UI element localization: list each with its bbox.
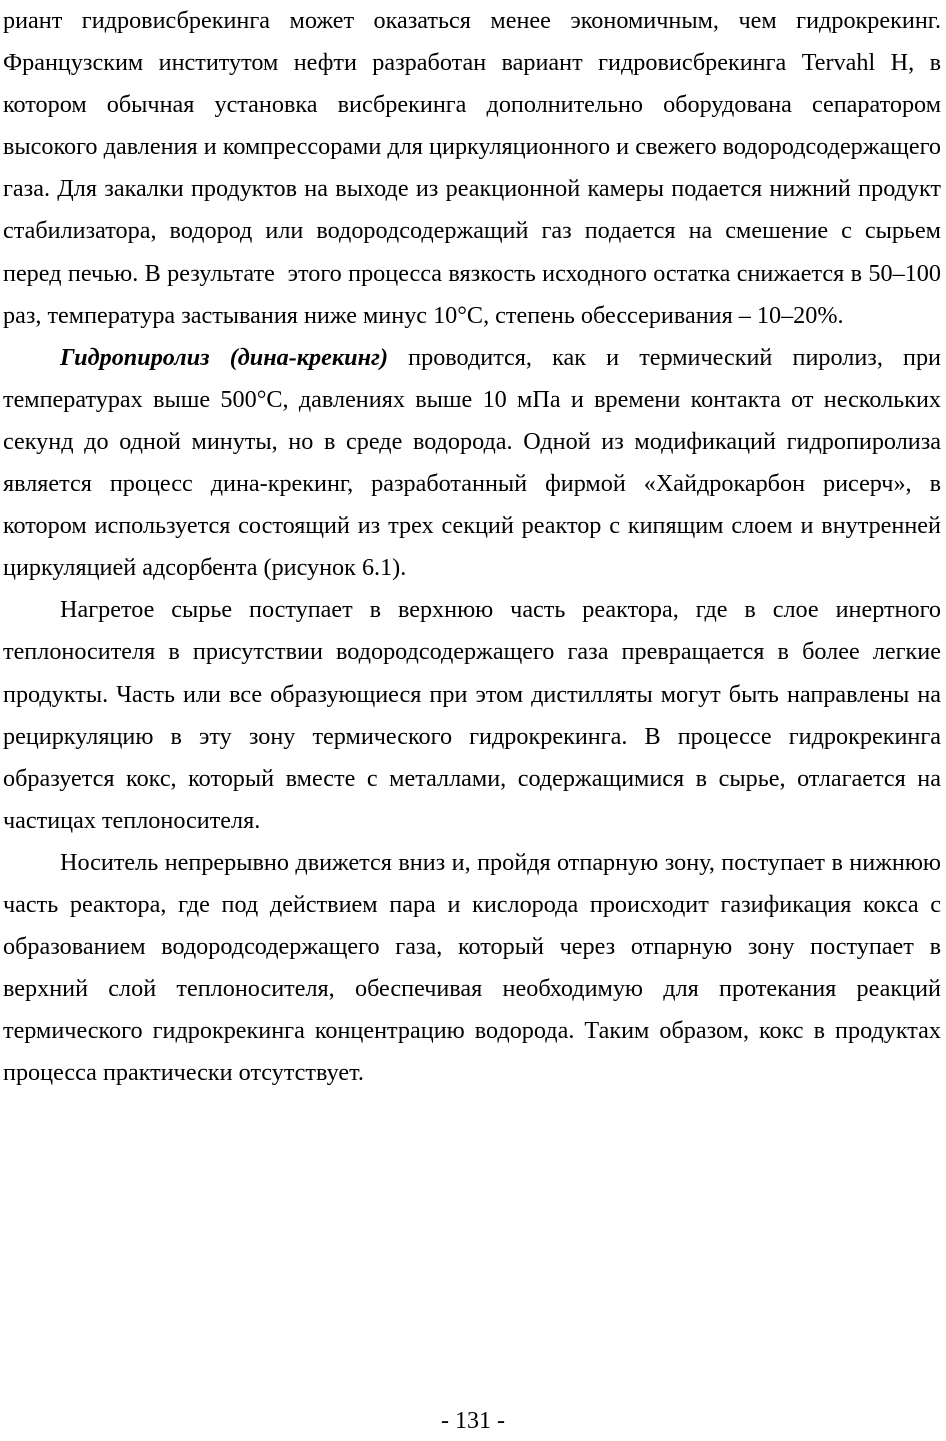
paragraph-visbreaking: риант гидровисбрекинга может оказаться менее экономичным, чем гидрокрекинг. Французским институтом нефти разработан вариант гидровисбрекинга Tervahl H, в котором обычная установка висбрекинга дополнительно оборудована сепаратором высокого давления и компрессорами для циркуляционного и свежего водородсодержащего газа. Для закалки продуктов на выходе из реакционной камеры подается нижний продукт стабилизатора, водород или водородсодержащий газ подается на смешение с сырьем перед печью. В результате этого процесса вязкость исходного остатка снижается в 50–100 раз, температура застывания ниже минус 10°С, степень обессеривания – 10–20%.: [3, 7, 941, 329]
term-hydropyrolysis: Гидропиролиз (дина-крекинг): [60, 343, 389, 371]
paragraph-feed: Нагретое сырье поступает в верхнюю часть реактора, где в слое инертного теплоносителя в присутствии водородсодержащего газа превращается в более легкие продукты. Часть или все образующиеся при этом дистилляты могут быть направлены на рециркуляцию в эту зону термического гидрокрекинга. В процессе гидрокрекинга образуется кокс, который вместе с металлами, содержащимися в сырье, отлагается на частицах теплоносителя.: [3, 596, 941, 834]
paragraph-hydropyrolysis: [3, 337, 941, 590]
page-body: [3, 0, 941, 1094]
paragraph-carrier: Носитель непрерывно движется вниз и, пройдя отпарную зону, поступает в нижнюю часть реактора, где под действием пара и кислорода происходит газификация кокса с образованием водородсодержащего газа, который через отпарную зону поступает в верхний слой теплоносителя, обеспечивая необходимую для протекания реакций термического гидрокрекинга концентрацию водорода. Таким образом, кокс в продуктах процесса практически отсутствует.: [3, 848, 941, 1087]
page-number: - 131 -: [441, 1408, 505, 1434]
paragraph-hydropyrolysis-text: проводится, как и термический пиролиз, при температурах выше 500°С, давлениях выше 10 мПа и времени контакта от нескольких секунд до одной минуты, но в среде водорода. Одной из модификаций гидропиролиза является процесс дина-крекинг, разработанный фирмой «Хайдрокарбон рисерч», в котором используется состоящий из трех секций реактор с кипящим слоем и внутренней циркуляцией адсорбента (рисунок 6.1).: [3, 343, 941, 582]
